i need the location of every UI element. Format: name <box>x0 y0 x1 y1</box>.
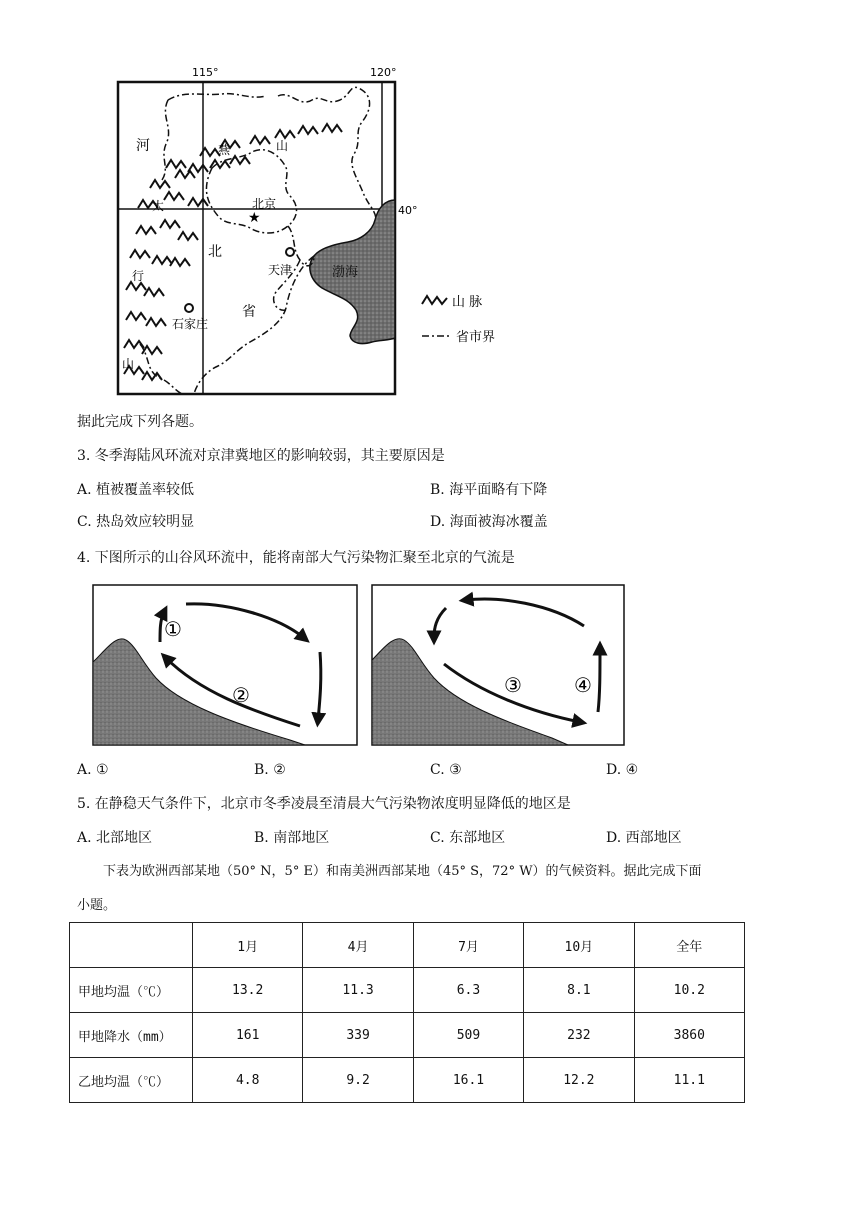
q4-stem: 4. 下图所示的山谷风环流中，能将南部大气污染物汇聚至北京的气流是 <box>77 550 515 566</box>
table-cell: 8.1 <box>524 968 634 1013</box>
q4-option-b[interactable]: B. ② <box>254 762 286 778</box>
label-bei: 北 <box>208 244 222 260</box>
table-intro-line1: 下表为欧洲西部某地（50° N，5° E）和南美洲西部某地（45° S，72° W）的气候资料。据此完成下面 <box>103 864 702 879</box>
legend-mountain-icon <box>422 296 447 304</box>
lon-label-120: 120° <box>370 66 397 79</box>
q5-option-a[interactable]: A. 北部地区 <box>77 830 153 846</box>
q5-option-d[interactable]: D. 西部地区 <box>606 830 682 846</box>
table-cell: 13.2 <box>193 968 303 1013</box>
label-circle-2: ② <box>232 683 250 707</box>
table-cell: 6.3 <box>413 968 523 1013</box>
label-tai: 太 <box>152 199 165 213</box>
table-cell: 9.2 <box>303 1058 413 1103</box>
table-header-cell: 1月 <box>193 923 303 968</box>
label-beijing: 北京 <box>252 197 277 211</box>
label-circle-4: ④ <box>574 673 592 697</box>
q5-stem: 5. 在静稳天气条件下，北京市冬季凌晨至清晨大气污染物浓度明显降低的地区是 <box>77 796 571 812</box>
q4-option-c[interactable]: C. ③ <box>430 762 462 778</box>
label-sheng: 省 <box>242 304 256 320</box>
climate-table <box>69 922 745 1103</box>
lon-label-115: 115° <box>192 66 219 79</box>
table-row <box>70 1013 745 1058</box>
tianjin-dot <box>286 248 294 256</box>
table-intro-line2: 小题。 <box>77 898 117 913</box>
q3-stem: 3. 冬季海陆风环流对京津冀地区的影响较弱，其主要原因是 <box>77 448 445 464</box>
table-row <box>70 968 745 1013</box>
label-hang: 行 <box>132 269 145 283</box>
table-cell: 3860 <box>634 1013 744 1058</box>
table-cell: 161 <box>193 1013 303 1058</box>
table-cell: 12.2 <box>524 1058 634 1103</box>
label-shan-taihang: 山 <box>122 357 135 371</box>
bohai-label: 渤海 <box>332 265 359 280</box>
table-header-cell <box>70 923 193 968</box>
label-yan: 燕 <box>218 143 231 157</box>
table-cell: 11.1 <box>634 1058 744 1103</box>
shijiazhuang-dot <box>185 304 193 312</box>
label-shan-yanshan: 山 <box>276 139 289 153</box>
beijing-star: ★ <box>248 210 261 226</box>
table-cell: 10.2 <box>634 968 744 1013</box>
q5-option-c[interactable]: C. 东部地区 <box>430 830 506 846</box>
q4-option-d[interactable]: D. ④ <box>606 762 639 778</box>
table-header-cell: 全年 <box>634 923 744 968</box>
label-circle-3: ③ <box>504 673 522 697</box>
q3-option-d[interactable]: D. 海面被海冰覆盖 <box>430 514 548 530</box>
table-cell: 232 <box>524 1013 634 1058</box>
table-header-cell: 10月 <box>524 923 634 968</box>
q3-option-b[interactable]: B. 海平面略有下降 <box>430 482 548 498</box>
intro-text: 据此完成下列各题。 <box>77 414 203 430</box>
jingjinji-map <box>100 60 540 400</box>
label-he: 河 <box>136 138 150 154</box>
label-shijiazhuang: 石家庄 <box>172 317 209 331</box>
table-header-cell: 7月 <box>413 923 523 968</box>
row-label: 乙地均温（℃） <box>70 1058 193 1103</box>
table-header-row <box>70 923 745 968</box>
q3-option-c[interactable]: C. 热岛效应较明显 <box>77 514 195 530</box>
table-cell: 339 <box>303 1013 413 1058</box>
q3-option-a[interactable]: A. 植被覆盖率较低 <box>77 482 195 498</box>
table-cell: 509 <box>413 1013 523 1058</box>
table-header-cell: 4月 <box>303 923 413 968</box>
label-tianjin: 天津 <box>268 263 293 277</box>
row-label: 甲地降水（mm） <box>70 1013 193 1058</box>
label-circle-1: ① <box>164 617 182 641</box>
table-cell: 4.8 <box>193 1058 303 1103</box>
table-cell: 11.3 <box>303 968 413 1013</box>
legend-mountain-label: 山 脉 <box>452 295 483 310</box>
q4-option-a[interactable]: A. ① <box>77 762 109 778</box>
row-label: 甲地均温（℃） <box>70 968 193 1013</box>
table-row <box>70 1058 745 1103</box>
table-cell: 16.1 <box>413 1058 523 1103</box>
map-frame <box>118 82 395 394</box>
lat-label-40: 40° <box>398 204 418 217</box>
valley-wind-diagrams <box>90 582 630 752</box>
legend-boundary-label: 省市界 <box>456 330 496 345</box>
q5-option-b[interactable]: B. 南部地区 <box>254 830 330 846</box>
